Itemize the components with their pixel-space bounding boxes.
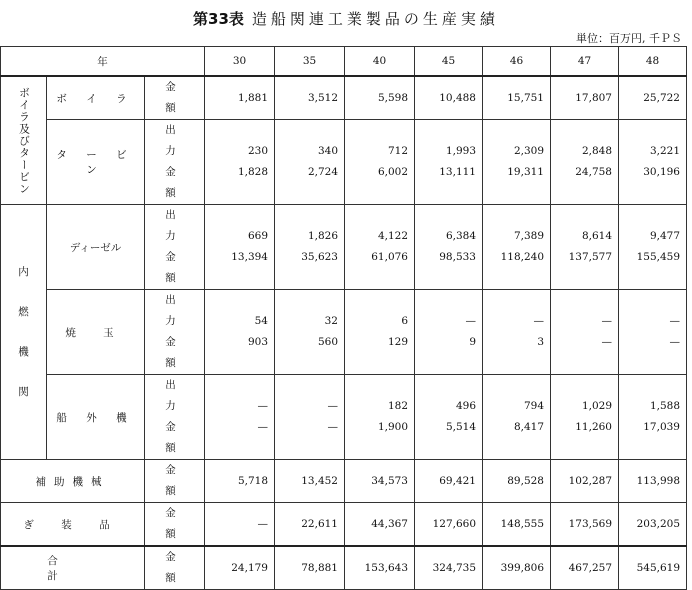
value-cell (551, 205, 619, 290)
unit-amount: 金 額 (165, 336, 203, 369)
unit-amount: 金 額 (165, 251, 203, 284)
group-char: 機 (18, 346, 29, 358)
value-cell (345, 290, 415, 375)
output-value: 8,614 (581, 230, 612, 242)
value-cell (205, 205, 275, 290)
year-col: 35 (275, 47, 345, 77)
output-value: 669 (247, 230, 268, 242)
value-cell: 78,881 (275, 546, 345, 590)
amount-value: 3 (537, 336, 544, 348)
value-cell (345, 375, 415, 460)
output-value: 1,588 (649, 400, 680, 412)
value-cell (551, 290, 619, 375)
output-value: 54 (254, 315, 268, 327)
value-cell: 44,367 (345, 503, 415, 547)
amount-value: 8,417 (513, 421, 544, 433)
value-cell: 1,881 (205, 76, 275, 120)
amount-value: — (327, 421, 338, 433)
amount-value: 1,900 (377, 421, 408, 433)
amount-value: 13,394 (231, 251, 268, 263)
amount-value: — (257, 421, 268, 433)
value-cell (483, 375, 551, 460)
unit-cell (145, 290, 205, 375)
value-cell: 324,735 (415, 546, 483, 590)
amount-value: 19,311 (507, 166, 544, 178)
output-value: 340 (317, 145, 338, 157)
output-value: 712 (387, 145, 408, 157)
output-value: 32 (324, 315, 338, 327)
unit-cell: 金 額 (145, 546, 205, 590)
value-cell: 24,179 (205, 546, 275, 590)
output-value: 794 (523, 400, 544, 412)
table-title-text: 造船関連工業製品の生産実績 (251, 10, 499, 28)
value-cell: 5,598 (345, 76, 415, 120)
output-value: — (669, 315, 680, 327)
value-cell (415, 205, 483, 290)
amount-value: 118,240 (500, 251, 544, 263)
value-cell: 545,619 (619, 546, 687, 590)
group-char: 内 (18, 266, 29, 278)
unit-amount: 金 額 (165, 166, 203, 199)
amount-value: 98,533 (439, 251, 476, 263)
year-col: 48 (619, 47, 687, 77)
value-cell: 5,718 (205, 460, 275, 503)
amount-value: 13,111 (439, 166, 476, 178)
value-cell: — (205, 503, 275, 547)
unit-cell (145, 205, 205, 290)
row-label: ボ イ ラ (47, 76, 145, 120)
value-cell (483, 205, 551, 290)
output-value: 6,384 (445, 230, 476, 242)
output-value: 1,993 (445, 145, 476, 157)
output-value: — (465, 315, 476, 327)
value-cell (275, 290, 345, 375)
output-value: 4,122 (377, 230, 408, 242)
output-value: — (327, 400, 338, 412)
value-cell: 203,205 (619, 503, 687, 547)
output-value: 496 (455, 400, 476, 412)
value-cell (551, 375, 619, 460)
year-header: 年 (1, 47, 205, 77)
output-value: 230 (247, 145, 268, 157)
value-cell: 399,806 (483, 546, 551, 590)
amount-value: 560 (317, 336, 338, 348)
unit-cell (145, 120, 205, 205)
table-row (1, 290, 687, 375)
unit-amount: 金 額 (165, 421, 203, 454)
value-cell (415, 120, 483, 205)
value-cell: 467,257 (551, 546, 619, 590)
value-cell: 25,722 (619, 76, 687, 120)
row-label: ディーゼル (47, 205, 145, 290)
amount-value: 35,623 (301, 251, 338, 263)
output-value: 2,848 (581, 145, 612, 157)
unit-cell: 金 額 (145, 76, 205, 120)
table-row (1, 375, 687, 460)
output-value: 1,029 (581, 400, 612, 412)
value-cell: 3,512 (275, 76, 345, 120)
value-cell: 127,660 (415, 503, 483, 547)
year-col: 46 (483, 47, 551, 77)
production-table (0, 46, 687, 590)
value-cell (275, 205, 345, 290)
unit-output: 出 力 (165, 379, 203, 412)
output-value: 9,477 (649, 230, 680, 242)
row-label: ぎ 装 品 (1, 503, 145, 547)
total-row (1, 546, 687, 590)
value-cell (619, 290, 687, 375)
output-value: 3,221 (649, 145, 680, 157)
table-row (1, 205, 687, 290)
amount-value: 903 (247, 336, 268, 348)
table-row (1, 76, 687, 120)
value-cell (205, 120, 275, 205)
unit-cell (145, 375, 205, 460)
value-cell (551, 120, 619, 205)
value-cell: 22,611 (275, 503, 345, 547)
value-cell: 17,807 (551, 76, 619, 120)
output-value: 2,309 (513, 145, 544, 157)
output-value: 182 (387, 400, 408, 412)
value-cell: 15,751 (483, 76, 551, 120)
table-row (1, 503, 687, 547)
year-col: 47 (551, 47, 619, 77)
table-row (1, 120, 687, 205)
amount-value: 137,577 (568, 251, 612, 263)
value-cell (345, 120, 415, 205)
value-cell (619, 375, 687, 460)
group-engine (1, 205, 47, 460)
amount-value: 1,828 (237, 166, 268, 178)
value-cell: 113,998 (619, 460, 687, 503)
value-cell (619, 205, 687, 290)
year-col: 30 (205, 47, 275, 77)
amount-value: — (669, 336, 680, 348)
output-value: — (533, 315, 544, 327)
value-cell (415, 290, 483, 375)
group-char: 関 (18, 386, 29, 398)
amount-value: 11,260 (575, 421, 612, 433)
value-cell (205, 290, 275, 375)
table-number: 第33表 (193, 10, 244, 28)
group-label: ボイラ及びタービン (17, 86, 31, 195)
value-cell: 102,287 (551, 460, 619, 503)
output-value: 7,389 (513, 230, 544, 242)
value-cell (345, 205, 415, 290)
value-cell (415, 375, 483, 460)
output-value: — (601, 315, 612, 327)
value-cell (205, 375, 275, 460)
value-cell: 69,421 (415, 460, 483, 503)
value-cell (275, 120, 345, 205)
row-label: 焼 玉 (47, 290, 145, 375)
row-label: 合 計 (1, 546, 145, 590)
value-cell (619, 120, 687, 205)
value-cell: 10,488 (415, 76, 483, 120)
row-label: 補助機械 (1, 460, 145, 503)
row-label: 船 外 機 (47, 375, 145, 460)
amount-value: 2,724 (307, 166, 338, 178)
value-cell: 34,573 (345, 460, 415, 503)
group-boiler-turbine (1, 76, 47, 205)
amount-value: 61,076 (371, 251, 408, 263)
value-cell: 153,643 (345, 546, 415, 590)
group-char: 燃 (18, 306, 29, 318)
unit-cell: 金 額 (145, 503, 205, 547)
amount-value: 24,758 (575, 166, 612, 178)
unit-output: 出 力 (165, 124, 203, 157)
row-label: タ ー ビ ン (47, 120, 145, 205)
amount-value: 155,459 (636, 251, 680, 263)
amount-value: 6,002 (377, 166, 408, 178)
amount-value: — (601, 336, 612, 348)
value-cell: 89,528 (483, 460, 551, 503)
output-value: — (257, 400, 268, 412)
value-cell (483, 290, 551, 375)
amount-value: 5,514 (445, 421, 476, 433)
unit-output: 出 力 (165, 294, 203, 327)
unit-note: 単位：百万円, 千ＰＳ (576, 32, 682, 45)
amount-value: 129 (387, 336, 408, 348)
amount-value: 9 (469, 336, 476, 348)
value-cell: 13,452 (275, 460, 345, 503)
value-cell: 148,555 (483, 503, 551, 547)
year-col: 45 (415, 47, 483, 77)
table-title (0, 8, 692, 29)
value-cell: 173,569 (551, 503, 619, 547)
value-cell (275, 375, 345, 460)
amount-value: 17,039 (643, 421, 680, 433)
amount-value: 30,196 (643, 166, 680, 178)
year-col: 40 (345, 47, 415, 77)
table-row (1, 460, 687, 503)
unit-output: 出 力 (165, 209, 203, 242)
value-cell (483, 120, 551, 205)
unit-cell: 金 額 (145, 460, 205, 503)
output-value: 1,826 (307, 230, 338, 242)
header-row (1, 47, 687, 77)
output-value: 6 (401, 315, 408, 327)
